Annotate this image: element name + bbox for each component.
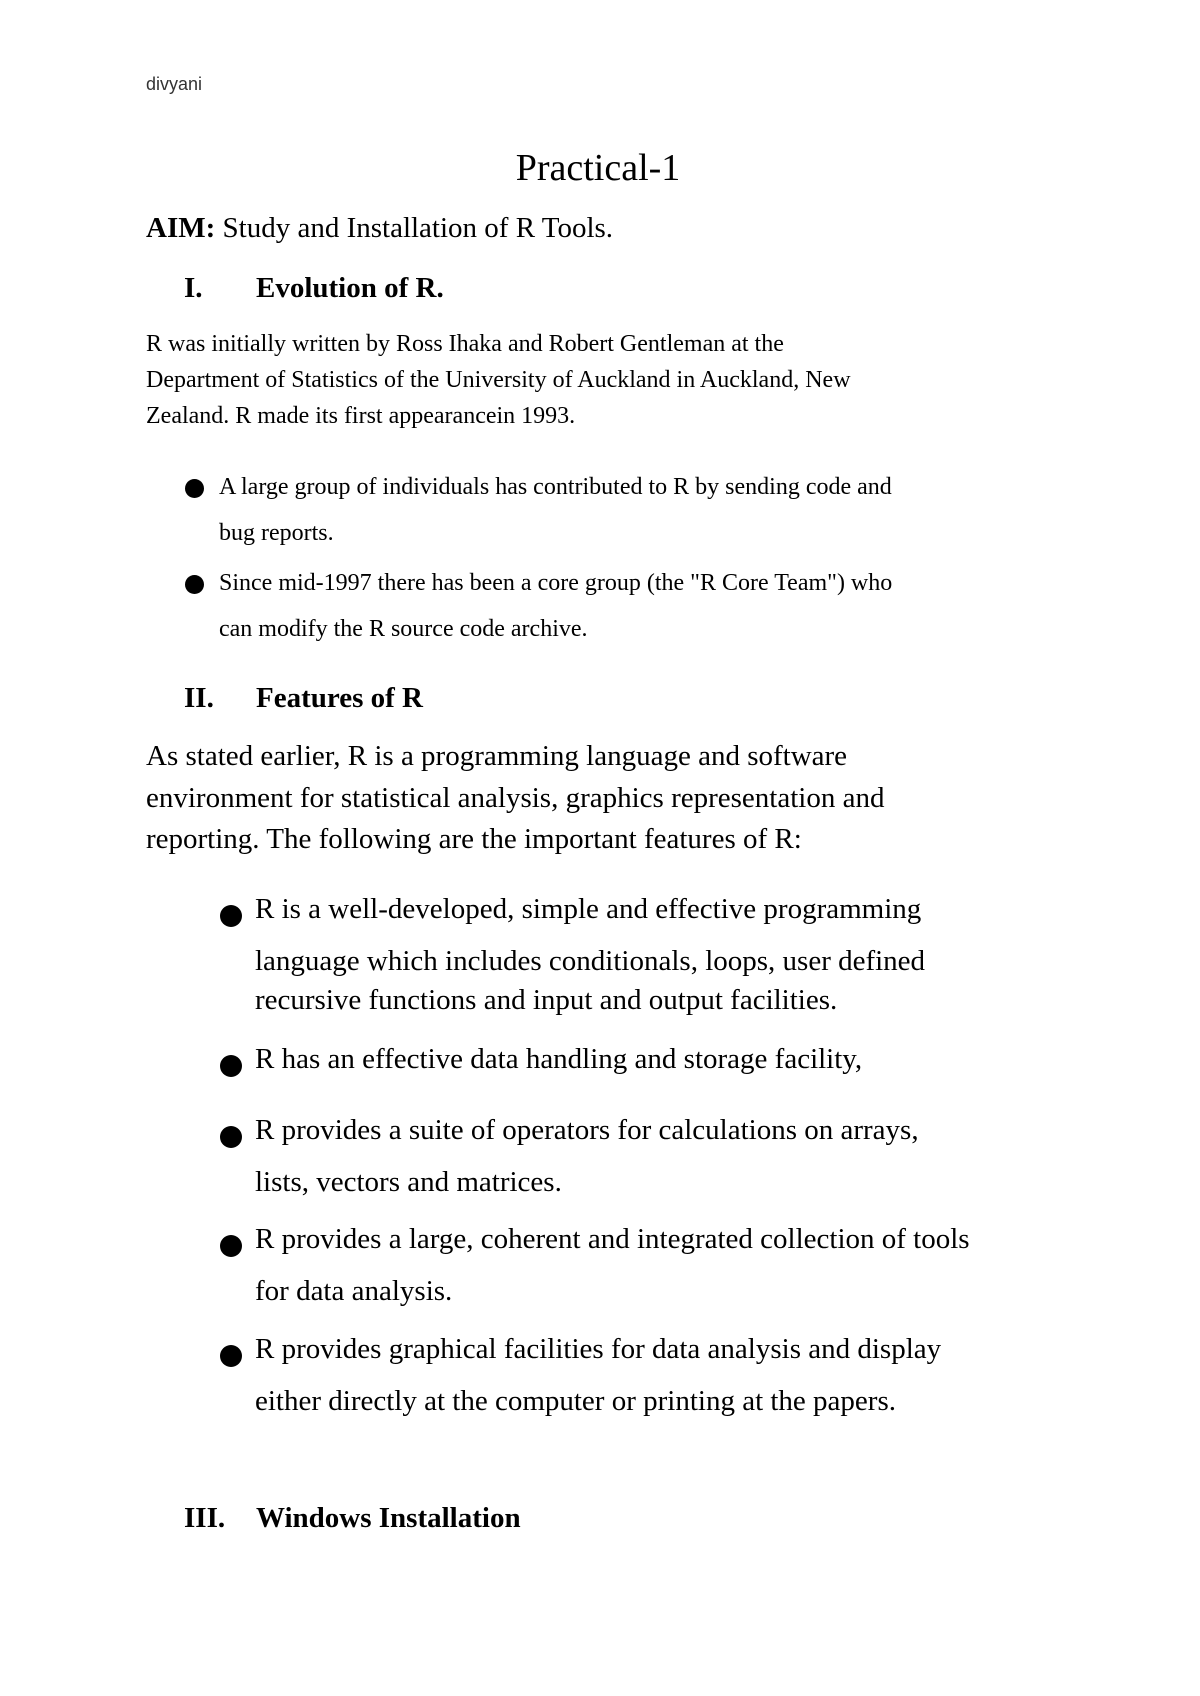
list-item-text: A large group of individuals has contributed to R by sending code and [219, 474, 892, 500]
list-item-text: R is a well-developed, simple and effective programming [255, 893, 922, 925]
list-item-text: Since mid-1997 there has been a core group (the "R Core Team") who [219, 570, 893, 596]
author-header: divyani [146, 74, 203, 94]
list-item [220, 1223, 1080, 1315]
aim-line [146, 212, 613, 245]
aim-text: Study and Installation of R Tools. [215, 212, 614, 244]
section-number: I. [184, 272, 203, 304]
list-item-text: R provides graphical facilities for data analysis and display [255, 1333, 942, 1365]
list-item [220, 1114, 1080, 1206]
list-item [220, 1333, 1080, 1425]
bullet-dot [220, 1126, 242, 1148]
paragraph-line: Zealand. R made its first appearancein 1993. [146, 403, 576, 429]
list-item-text: R provides a suite of operators for calculations on arrays, [255, 1114, 919, 1146]
page-title: Practical-1 [515, 147, 681, 189]
list-item-text: either directly at the computer or printing at the papers. [255, 1385, 896, 1417]
features-paragraph [146, 736, 1046, 861]
paragraph-line: As stated earlier, R is a programming language and software [146, 740, 848, 772]
bullet-dot [185, 575, 204, 594]
paragraph-line: reporting. The following are the important features of R: [146, 823, 802, 855]
section-title: Features of R [256, 682, 423, 714]
bullet-dot [220, 1345, 242, 1367]
bullet-dot [220, 905, 242, 927]
list-item-text: recursive functions and input and output facilities. [255, 984, 838, 1016]
section-title: Evolution of R. [256, 272, 444, 304]
list-item [220, 893, 1080, 1023]
list-item-text: language which includes conditionals, loops, user defined [255, 945, 926, 977]
paragraph-line: environment for statistical analysis, graphics representation and [146, 781, 885, 814]
list-item-text: bug reports. [219, 520, 334, 546]
evolution-paragraph [146, 326, 1046, 434]
list-item [220, 1043, 1080, 1083]
list-item-text: for data analysis. [255, 1275, 453, 1307]
section-title: Windows Installation [256, 1502, 521, 1534]
section-number: II. [184, 682, 214, 714]
section-number: III. [184, 1502, 226, 1534]
list-item-text: R has an effective data handling and storage facility, [255, 1043, 863, 1075]
paragraph-line: R was initially written by Ross Ihaka and Robert Gentleman at the [146, 331, 784, 357]
list-item-text: lists, vectors and matrices. [255, 1166, 562, 1198]
list-item [185, 560, 1045, 652]
list-item [185, 464, 1045, 556]
bullet-dot [185, 479, 204, 498]
bullet-dot [220, 1055, 242, 1077]
paragraph-line: Department of Statistics of the University of Auckland in Auckland, New [146, 367, 851, 393]
list-item-text: R provides a large, coherent and integrated collection of tools [255, 1223, 970, 1255]
list-item-text: can modify the R source code archive. [219, 616, 588, 642]
bullet-dot [220, 1235, 242, 1257]
aim-label: AIM: [146, 212, 216, 244]
